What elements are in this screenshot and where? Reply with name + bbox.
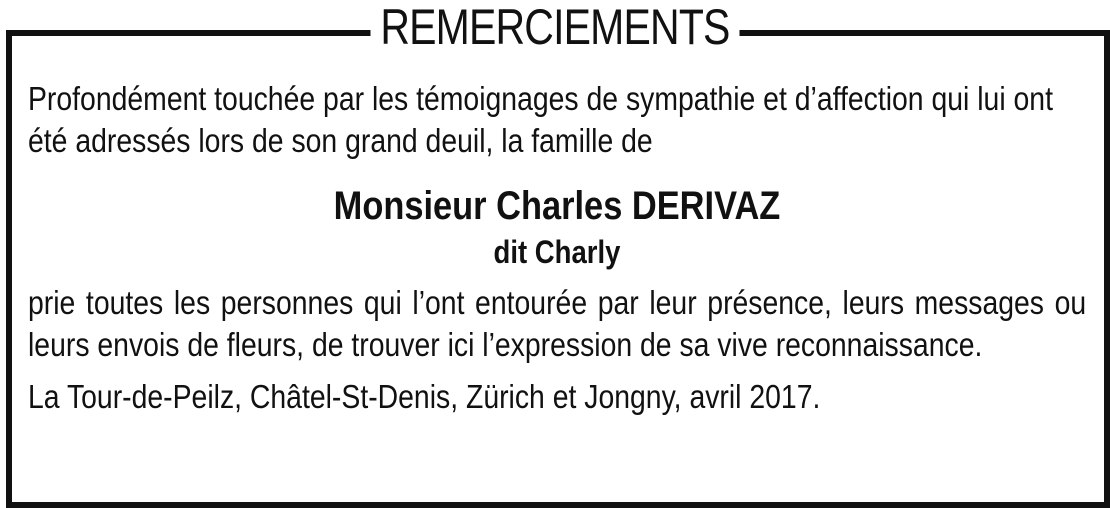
- intro-paragraph: Profondément touchée par les témoignages de sympathie et d’affection qui lui ont été adressés lors de son grand deuil, la famille de: [28, 80, 1053, 159]
- deceased-nickname: dit Charly: [493, 234, 621, 270]
- heading-wrap: [0, 0, 1110, 62]
- deceased-name: Monsieur Charles DERIVAZ: [333, 184, 781, 228]
- closing-line: La Tour-de-Peilz, Châtel-St-Denis, Zürich et Jongny, avril 2017.: [28, 378, 821, 415]
- body-paragraph: prie toutes les personnes qui l’ont entourée par leur présence, leurs messages ou leurs envois de fleurs, de trouver ici l’expression de sa vive reconnaissance.: [28, 284, 1087, 363]
- notice-heading: REMERCIEMENTS: [371, 0, 740, 56]
- notice-content: [28, 78, 1086, 418]
